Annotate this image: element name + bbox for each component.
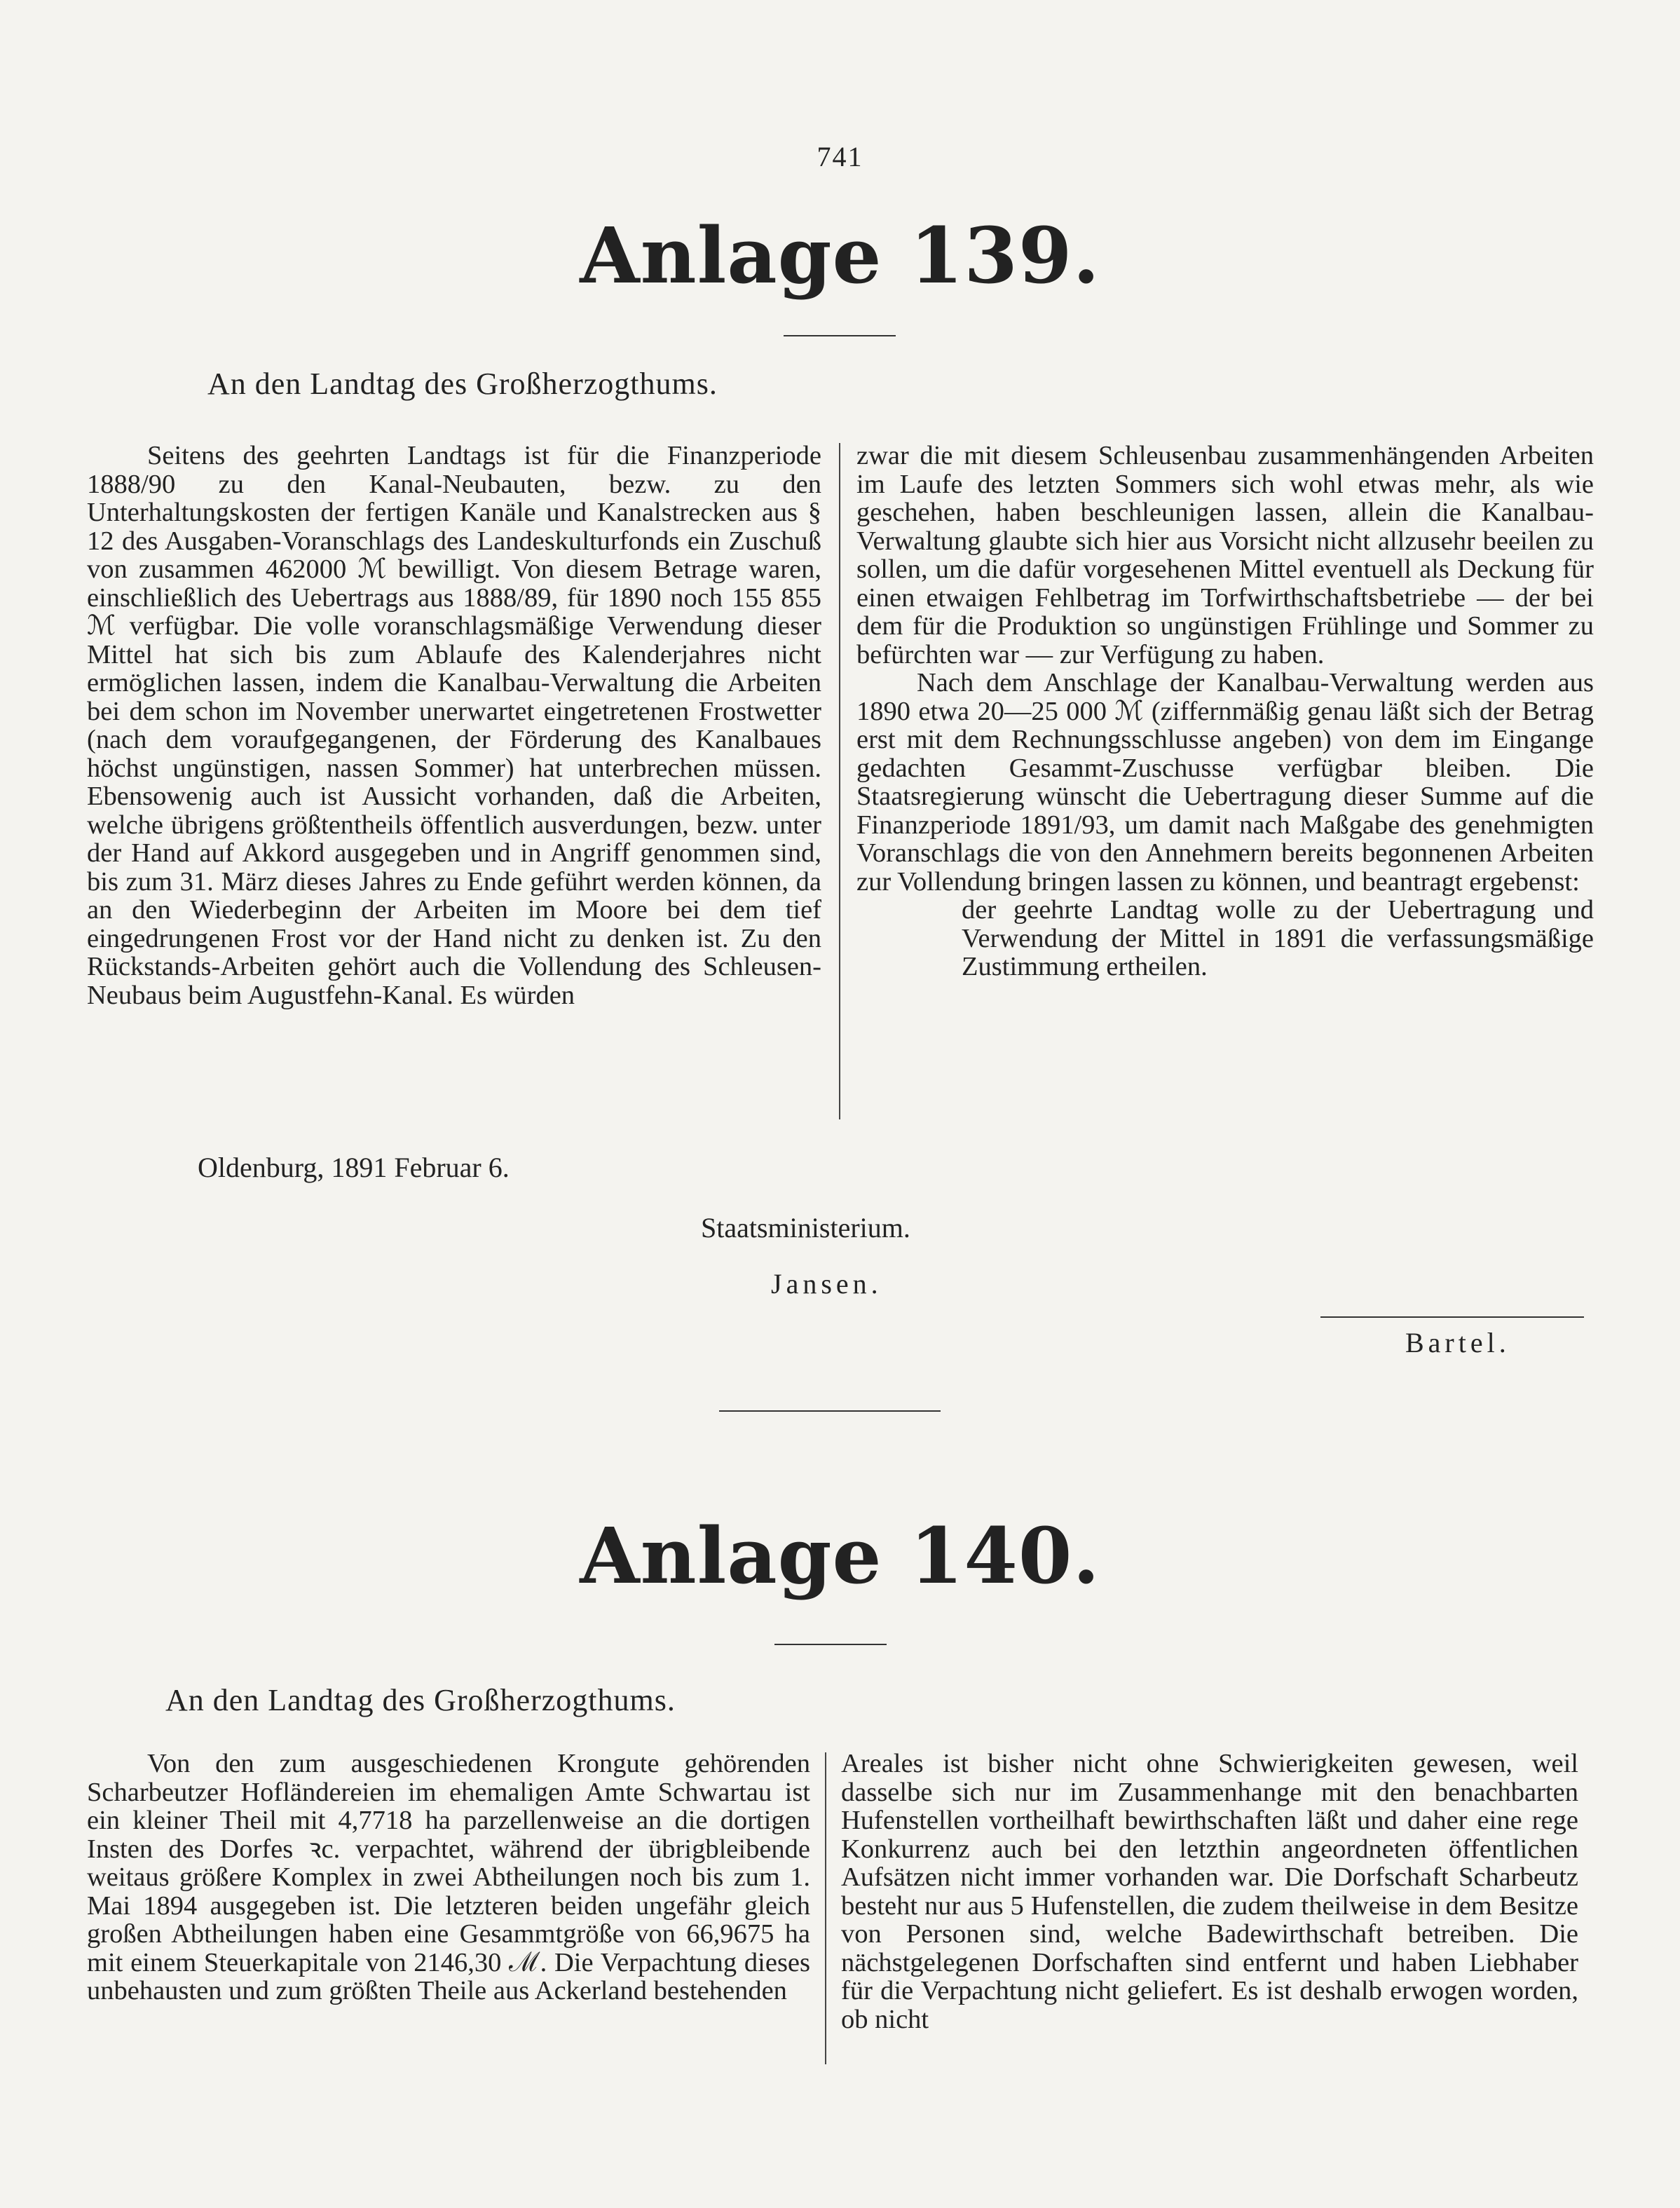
anlage-139-heading: Anlage 139. <box>580 210 1100 301</box>
heading-rule <box>774 1644 887 1645</box>
anlage-139-right-column <box>856 442 1594 981</box>
signatory-name: Jansen. <box>771 1268 882 1300</box>
anlage-140-right-column <box>841 1750 1578 2033</box>
anlage-140-heading: Anlage 140. <box>580 1511 1100 1601</box>
column-divider <box>839 443 840 1119</box>
countersign-name: Bartel. <box>1405 1327 1510 1358</box>
anlage-139-left-column <box>87 442 821 1009</box>
paragraph: Areales ist bisher nicht ohne Schwierigkeiten gewesen, weil dasselbe sich nur im Zusammenhange mit den benachbarten Hufenstellen vortheilhaft bewirthschaften läßt und daher eine rege Konkurrenz auch bei den letzthin angeordneten öffentlichen Aufsätzen nicht immer vorhanden war. Die Dorfschaft Scharbeutz besteht nur aus 5 Hufenstellen, die zudem theilweise in dem Besitze von Personen sind, welche Badewirthschaft betreiben. Die nächstgelegenen Dorfschaften sind entfernt und haben Liebhaber für die Verpachtung nicht geliefert. Es ist deshalb erwogen worden, ob nicht <box>841 1749 1578 2034</box>
signature-line <box>1320 1316 1584 1318</box>
anlage-140-left-column <box>87 1750 810 2005</box>
motion-text: der geehrte Landtag wolle zu der Uebertragung und Verwendung der Mittel in 1891 die verfassungsmäßige Zustimmung ertheilen. <box>962 895 1594 981</box>
anlage-139-address: An den Landtag des Großherzogthums. <box>207 367 718 401</box>
anlage-140-address: An den Landtag des Großherzogthums. <box>165 1683 676 1717</box>
paragraph: Nach dem Anschlage der Kanalbau-Verwaltung werden aus 1890 etwa 20—25 000 ℳ (ziffernmäßig genau läßt sich der Betrag erst mit dem Rechnungsschlusse angeben) von dem im Eingange gedachten Gesammt-Zuschusse verfügbar bleiben. Die Staatsregierung wünscht die Uebertragung dieser Summe auf die Finanzperiode 1891/93, um damit nach Maßgabe des genehmigten Voranschlags die von den Annehmern bereits begonnenen Arbeiten zur Vollendung bringen lassen zu können, und beantragt ergebenst: <box>856 668 1594 897</box>
paragraph: Seitens des geehrten Landtags ist für die Finanzperiode 1888/90 zu den Kanal-Neubauten, bezw. zu den Unterhaltungskosten der fertigen Kanäle und Kanalstrecken aus § 12 des Ausgaben-Voranschlags des Landeskulturfonds ein Zuschuß von zusammen 462000 ℳ bewilligt. Von diesem Betrage waren, einschließlich des Uebertrags aus 1888/89, für 1890 noch 155 855 ℳ verfügbar. Die volle voranschlagsmäßige Verwendung dieser Mittel hat sich bis zum Ablaufe des Kalenderjahres nicht ermöglichen lassen, indem die Kanalbau-Verwaltung die Arbeiten bei dem schon im November unerwartet eingetretenen Frostwetter (nach dem voraufgegangenen, der Förderung des Kanalbaues höchst ungünstigen, nassen Sommer) hat unterbrechen müssen. Ebensowenig auch ist Aussicht vorhanden, daß die Arbeiten, welche übrigens größtentheils öffentlich ausverdungen, bezw. unter der Hand auf Akkord ausgegeben und in Angriff genommen sind, bis zum 31. März dieses Jahres zu Ende geführt werden können, da an den Wiederbeginn der Arbeiten im Moore bei dem tief eingedrungenen Frost vor der Hand nicht zu denken ist. Zu den Rückstands-Arbeiten gehört auch die Vollendung des Schleusen-Neubaus beim Augustfehn-Kanal. Es würden <box>87 441 821 1010</box>
section-separator <box>719 1410 941 1412</box>
paragraph: zwar die mit diesem Schleusenbau zusammenhängenden Arbeiten im Laufe des letzten Sommers sich wohl etwas mehr, als wie geschehen, haben beschleunigen lassen, allein die Kanalbau-Verwaltung glaubte sich hier aus Vorsicht nicht allzusehr beeilen zu sollen, um die dafür vorgesehenen Mittel eventuell als Deckung für einen etwaigen Fehlbetrag im Torfwirthschaftsbetriebe — der bei dem für die Produktion so ungünstigen Frühlinge und Sommer zu befürchten war — zur Verfügung zu haben. <box>856 441 1594 669</box>
paragraph: Von den zum ausgeschiedenen Krongute gehörenden Scharbeutzer Hofländereien im ehemaligen Amte Schwartau ist ein kleiner Theil mit 4,7718 ha parzellenweise an die dortigen Insten des Dorfes ꝛc. verpachtet, während der übrigbleibende weitaus größere Komplex in zwei Abtheilungen noch bis zum 1. Mai 1894 ausgegeben ist. Die letzteren beiden ungefähr gleich großen Abtheilungen haben eine Gesammtgröße von 66,9675 ha mit einem Steuerkapitale von 2146,30 ℳ. Die Verpachtung dieses unbehausten und zum größten Theile aus Ackerland bestehenden <box>87 1749 810 2005</box>
place-date: Oldenburg, 1891 Februar 6. <box>198 1152 510 1183</box>
ministry-name: Staatsministerium. <box>701 1212 910 1243</box>
heading-rule <box>784 335 896 336</box>
page-number: 741 <box>817 141 863 172</box>
column-divider <box>825 1752 826 2064</box>
